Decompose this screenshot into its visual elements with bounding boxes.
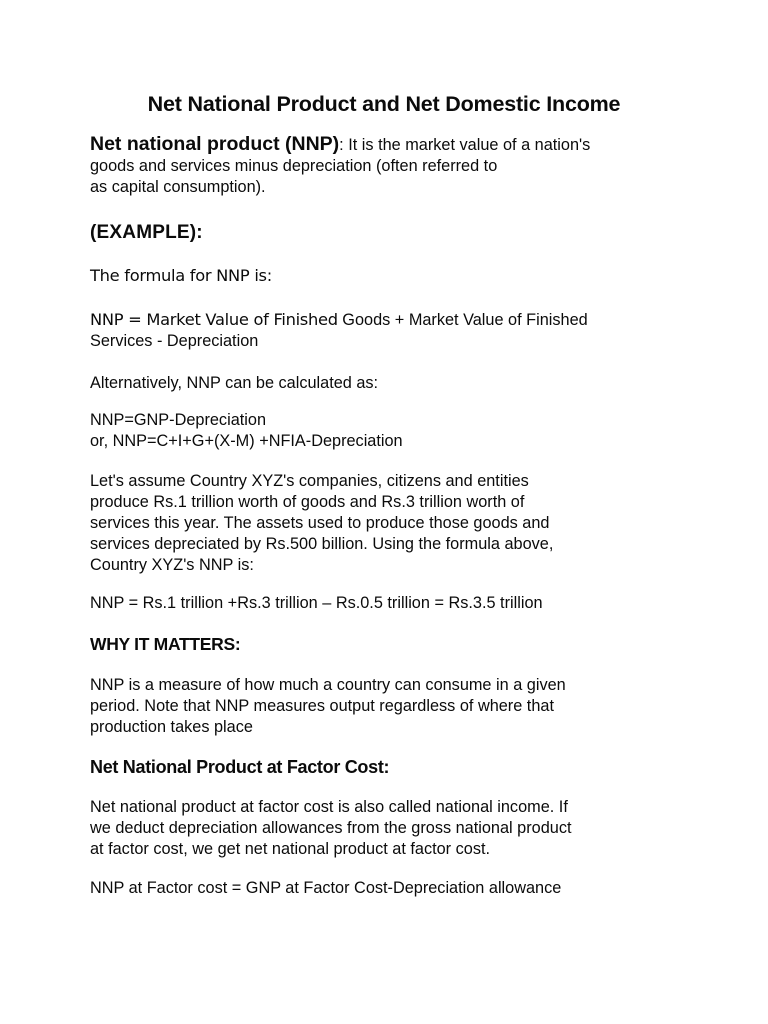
factor-line-3: at factor cost, we get net national product at factor cost. xyxy=(90,840,491,858)
nnp-definition-text-3: as capital consumption). xyxy=(90,178,266,196)
why-it-matters-heading: WHY IT MATTERS: xyxy=(90,634,241,654)
why-line-3: production takes place xyxy=(90,718,253,736)
nnp-definition xyxy=(90,134,690,198)
formula-intro: The formula for NNP is: xyxy=(90,266,272,285)
alternative-formulas xyxy=(90,410,690,452)
page-title: Net National Product and Net Domestic Income xyxy=(147,92,621,116)
example-result: NNP = Rs.1 trillion +Rs.3 trillion – Rs.0.5 trillion = Rs.3.5 trillion xyxy=(90,594,543,612)
nnp-definition-text-1: It is the market value of a nation's xyxy=(343,136,591,154)
factor-line-1: Net national product at factor cost is also called national income. If xyxy=(90,798,568,816)
why-line-1: NNP is a measure of how much a country can consume in a given xyxy=(90,676,566,694)
nnp-formula xyxy=(90,309,690,352)
example-line-5: Country XYZ's NNP is: xyxy=(90,556,254,574)
factor-line-2: we deduct depreciation allowances from the gross national product xyxy=(90,819,572,837)
alternative-formula-2: or, NNP=C+I+G+(X-M) +NFIA-Depreciation xyxy=(90,432,403,450)
alternative-intro: Alternatively, NNP can be calculated as: xyxy=(90,374,379,392)
example-line-3: services this year. The assets used to produce those goods and xyxy=(90,514,550,532)
example-paragraph xyxy=(90,471,690,576)
nnp-term: Net national product (NNP) xyxy=(90,133,340,155)
nnp-formula-line-2: Services - Depreciation xyxy=(90,332,259,350)
nnp-formula-rest: Goods + Market Value of Finished xyxy=(337,311,588,329)
why-line-2: period. Note that NNP measures output regardless of where that xyxy=(90,697,554,715)
example-line-4: services depreciated by Rs.500 billion. Using the formula above, xyxy=(90,535,554,553)
factor-cost-paragraph xyxy=(90,797,690,860)
factor-cost-heading: Net National Product at Factor Cost: xyxy=(90,757,390,777)
example-line-1: Let's assume Country XYZ's companies, citizens and entities xyxy=(90,472,529,490)
nnp-formula-strong: NNP = Market Value of Finished xyxy=(90,310,338,329)
nnp-definition-text-2: goods and services minus depreciation (often referred to xyxy=(90,157,498,175)
nnp-formula-line-1 xyxy=(90,309,690,331)
example-line-2: produce Rs.1 trillion worth of goods and Rs.3 trillion worth of xyxy=(90,493,525,511)
alternative-formula-1: NNP=GNP-Depreciation xyxy=(90,411,266,429)
factor-cost-formula: NNP at Factor cost = GNP at Factor Cost-Depreciation allowance xyxy=(90,879,562,897)
example-heading: (EXAMPLE): xyxy=(90,222,203,243)
nnp-definition-line-1 xyxy=(90,134,690,156)
nnp-colon: : xyxy=(339,136,344,154)
why-it-matters-paragraph xyxy=(90,675,690,738)
